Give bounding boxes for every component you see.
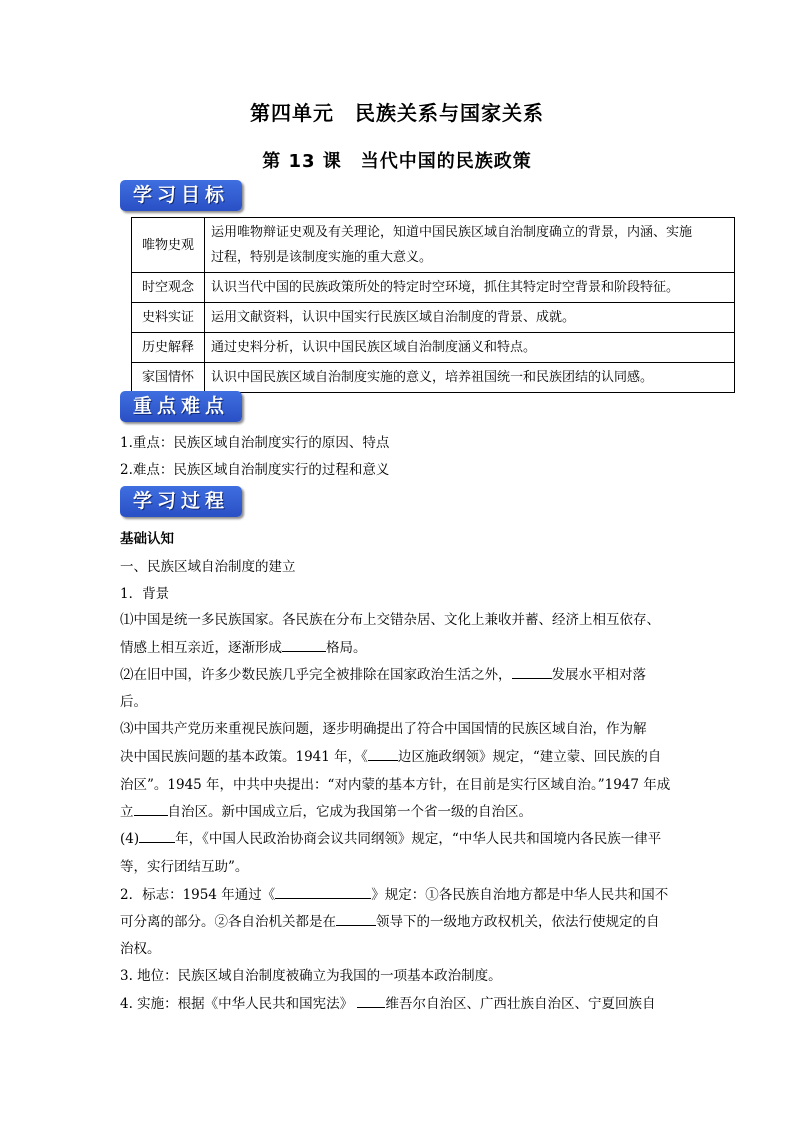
goal-key: 时空观念	[132, 273, 205, 303]
paragraph-line: ⑶中国共产党历来重视民族问题，逐步明确提出了符合中国国情的民族区域自治，作为解	[120, 721, 647, 737]
goal-key: 史料实证	[132, 303, 205, 333]
paragraph-line: 后。	[120, 694, 147, 710]
paragraph-line: 3. 地位：民族区域自治制度被确立为我国的一项基本政治制度。	[120, 968, 502, 984]
goal-text: 运用唯物辩证史观及有关理论，知道中国民族区域自治制度确立的背景，内涵、实施 过程，特别是该制度实施的重大意义。	[205, 218, 735, 273]
paragraph-line: 可分离的部分。②各自治机关都是在 领导下的一级地方政权机关，依法行使规定的自	[120, 910, 660, 930]
fill-blank[interactable]	[134, 801, 168, 816]
fill-blank[interactable]	[336, 911, 376, 926]
fill-blank[interactable]	[275, 884, 371, 899]
learning-process-banner: 学习过程	[120, 486, 242, 517]
key-point-item: 2.难点：民族区域自治制度实行的过程和意义	[120, 462, 390, 478]
fill-blank[interactable]	[357, 993, 385, 1008]
goal-key: 唯物史观	[132, 218, 205, 273]
learning-goals-banner: 学习目标	[120, 180, 242, 211]
paragraph-line: 等，实行团结互助”。	[120, 859, 249, 875]
paragraph-line: 2．标志：1954 年通过《 》规定：①各民族自治地方都是中华人民共和国不	[120, 883, 668, 903]
paragraph-line: 情感上相互亲近，逐渐形成 格局。	[120, 636, 367, 656]
section-title: 一、民族区域自治制度的建立	[120, 559, 296, 575]
paragraph-line: (4) 年，《中国人民政治协商会议共同纲领》规定，“中华人民共和国境内各民族一律平	[120, 827, 661, 847]
learning-goals-table	[131, 217, 735, 393]
key-points-banner: 重点难点	[120, 391, 242, 422]
fill-blank[interactable]	[139, 828, 175, 843]
table-row	[132, 363, 735, 393]
table-row	[132, 218, 735, 273]
paragraph-line: 4. 实施：根据《中华人民共和国宪法》 维吾尔自治区、广西壮族自治区、宁夏回族自	[120, 992, 655, 1012]
key-point-item: 1.重点：民族区域自治制度实行的原因、特点	[120, 435, 390, 451]
paragraph-line: ⑵在旧中国，许多少数民族几乎完全被排除在国家政治生活之外， 发展水平相对落	[120, 663, 646, 683]
table-row	[132, 273, 735, 303]
paragraph-line: 治区”。1945 年，中共中央提出：“对内蒙的基本方针，在目前是实行区域自治。”1947 年成	[120, 777, 671, 793]
fill-blank[interactable]	[512, 664, 552, 679]
paragraph-line: 治权。	[120, 941, 161, 957]
goal-text: 运用文献资料，认识中国实行民族区域自治制度的背景、成就。	[205, 303, 735, 333]
subsection-title: 1．背景	[120, 586, 170, 602]
paragraph-line: 立 自治区。新中国成立后，它成为我国第一个省一级的自治区。	[120, 800, 532, 820]
unit-title: 第四单元 民族关系与国家关系	[250, 101, 544, 125]
table-row	[132, 333, 735, 363]
lesson-title: 第 13 课 当代中国的民族政策	[262, 151, 532, 172]
goal-text: 通过史料分析，认识中国民族区域自治制度涵义和特点。	[205, 333, 735, 363]
goal-key: 历史解释	[132, 333, 205, 363]
goal-text: 认识当代中国的民族政策所处的特定时空环境，抓住其特定时空背景和阶段特征。	[205, 273, 735, 303]
goal-key: 家国情怀	[132, 363, 205, 393]
fill-blank[interactable]	[282, 637, 326, 652]
section-heading: 基础认知	[120, 531, 174, 547]
fill-blank[interactable]	[368, 746, 398, 761]
paragraph-line: ⑴中国是统一多民族国家。各民族在分布上交错杂居、文化上兼收并蓄、经济上相互依存、	[120, 612, 660, 628]
goal-text: 认识中国民族区域自治制度实施的意义，培养祖国统一和民族团结的认同感。	[205, 363, 735, 393]
table-row	[132, 303, 735, 333]
paragraph-line: 决中国民族问题的基本政策。1941 年，《 边区施政纲领》规定，“建立蒙、回民族的自	[120, 745, 661, 765]
